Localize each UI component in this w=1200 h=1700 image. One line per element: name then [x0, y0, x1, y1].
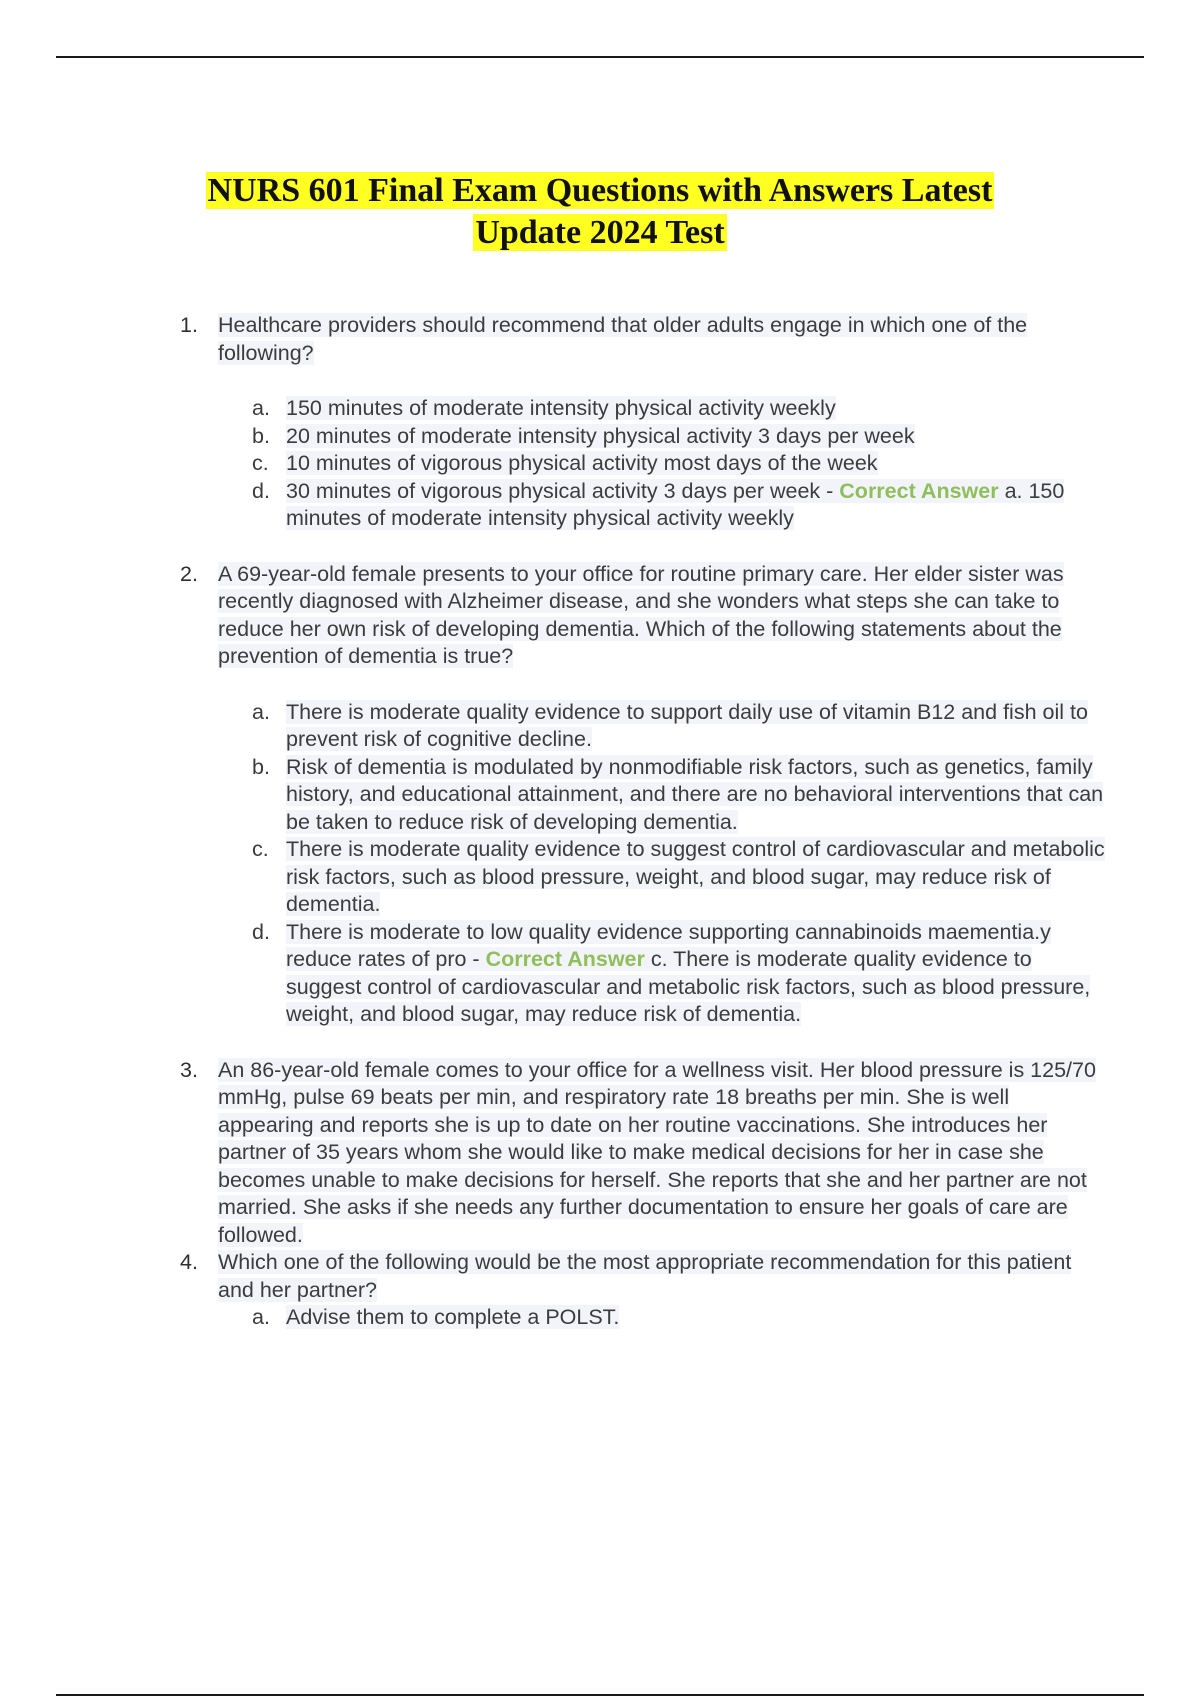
option-text: Advise them to complete a POLST.: [286, 1305, 620, 1329]
option-text: 30 minutes of vigorous physical activity 3 days per week -: [286, 478, 840, 503]
option-letter: b.: [252, 423, 270, 448]
option-letter: b.: [252, 754, 270, 779]
option-letter: c.: [252, 451, 269, 475]
question-2-options: [180, 699, 1105, 1029]
option-text: 20 minutes of moderate intensity physical activity 3 days per week: [286, 423, 915, 448]
option-letter: c.: [252, 837, 269, 861]
option-text: Risk of dementia is modulated by nonmodifiable risk factors, such as genetics, family history, and educational attainment, and there are no behavioral interventions that can be taken to reduce risk of developing dementia.: [286, 754, 1104, 834]
top-rule: [56, 56, 1144, 58]
question-4-options: [180, 1304, 1105, 1332]
option-d: [252, 478, 1105, 533]
answer-text: a. 150 minutes of moderate intensity physical activity weekly: [286, 478, 1065, 530]
option-c: [252, 450, 1105, 478]
title-line-2: Update 2024 Test: [475, 214, 725, 251]
option-b: [252, 423, 1105, 451]
option-a: [252, 699, 1105, 754]
question-number: 1.: [180, 313, 198, 337]
title-line-1: NURS 601 Final Exam Questions with Answers Latest: [207, 172, 993, 209]
question-text: Healthcare providers should recommend that older adults engage in which one of the following?: [218, 313, 1028, 365]
question-4: [180, 1249, 1105, 1304]
question-2: [180, 561, 1105, 671]
correct-answer-label: Correct Answer: [839, 478, 999, 503]
question-1-options: [180, 395, 1105, 533]
option-b: [252, 754, 1105, 837]
option-text: There is moderate quality evidence to suggest control of cardiovascular and metabolic risk factors, such as blood pressure, weight, and blood sugar, may reduce risk of dementia.: [286, 837, 1105, 916]
question-number: 4.: [180, 1250, 198, 1274]
option-letter: a.: [252, 699, 270, 724]
option-a: [252, 1304, 1105, 1332]
question-3: [180, 1057, 1105, 1250]
answer-text: c. There is moderate quality evidence to suggest control of cardiovascular and metabolic risk factors, such as blood pressure, weight, and blood sugar, may reduce risk of dementia.: [286, 947, 1091, 1026]
option-text: There is moderate to low quality evidence supporting cannabinoids maementia.y reduce rates of pro -: [286, 919, 1051, 971]
question-text: A 69-year-old female presents to your office for routine primary care. Her elder sister was recently diagnosed with Alzheimer disease, and she wonders what steps she can take to reduce her own risk of developing dementia. Which of the following statements about the prevention of dementia is true?: [218, 561, 1064, 668]
option-text: There is moderate quality evidence to support daily use of vitamin B12 and fish oil to prevent risk of cognitive decline.: [286, 699, 1088, 751]
option-a: [252, 395, 1105, 423]
option-text: 150 minutes of moderate intensity physical activity weekly: [286, 396, 836, 420]
option-letter: a.: [252, 396, 270, 420]
option-letter: d.: [252, 919, 270, 944]
correct-answer-label: Correct Answer: [485, 947, 645, 971]
question-number: 2.: [180, 561, 198, 586]
option-text: 10 minutes of vigorous physical activity most days of the week: [286, 451, 878, 475]
question-text: An 86-year-old female comes to your office for a wellness visit. Her blood pressure is 125/70 mmHg, pulse 69 beats per min, and respiratory rate 18 breaths per min. She is well appearing and reports she is up to date on her routine vaccinations. She introduces her partner of 35 years whom she would like to make medical decisions for her in case she becomes unable to make decisions for herself. She reports that she and her partner are not married. She asks if she needs any further documentation to ensure her goals of care are followed.: [218, 1057, 1096, 1247]
question-1: [180, 312, 1105, 367]
question-number: 3.: [180, 1057, 198, 1082]
option-letter: a.: [252, 1305, 270, 1329]
document-title: [0, 170, 1200, 254]
question-text: Which one of the following would be the most appropriate recommendation for this patient and her partner?: [218, 1250, 1072, 1302]
question-list: [180, 312, 1105, 1332]
option-letter: d.: [252, 478, 270, 503]
option-d: [252, 919, 1105, 1029]
option-c: [252, 836, 1105, 919]
bottom-rule: [56, 1694, 1144, 1696]
